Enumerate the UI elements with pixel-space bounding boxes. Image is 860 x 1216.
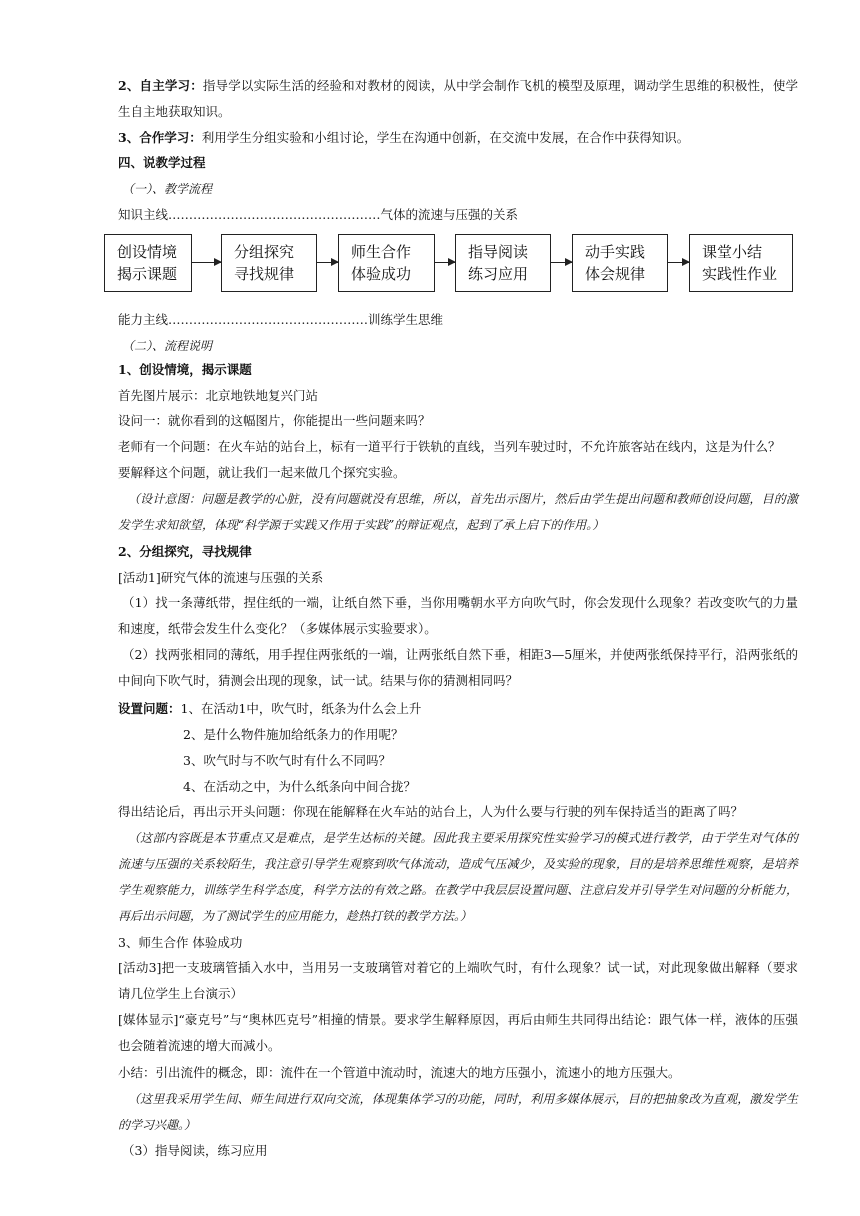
activity-3-text: [活动3]把一支玻璃管插入水中，当用另一支玻璃管对着它的上端吹气时，有什么现象？试一试，对此现象做出解释（要求请几位学生上台演示） bbox=[118, 960, 798, 1001]
media-display-text: [媒体显示]“豪克号”与“奥林匹克号”相撞的情景。要求学生解释原因，再后由师生共同得出结论：跟气体一样，液体的压强也会随着流速的增大而减小。 bbox=[118, 1012, 798, 1053]
label-self-study: 2、自主学习： bbox=[118, 78, 203, 93]
heading-teaching-flow: （一）、教学流程 bbox=[122, 182, 213, 196]
ability-main-line: 能力主线…………………………………………训练学生思维 bbox=[118, 312, 444, 327]
section-1-text-d: 要解释这个问题，就让我们一起来做几个探究实验。 bbox=[118, 465, 406, 480]
section-1-text-c: 老师有一个问题：在火车站的站台上，标有一道平行于铁轨的直线，当列车驶过时，不允许旅客站在线内，这是为什么？ bbox=[118, 439, 781, 454]
flow-arrow-3 bbox=[435, 262, 455, 263]
section-2-design-note: （这部内容既是本节重点又是难点，是学生达标的关键。因此我主要采用探究性实验学习的模式进行教学，由于学生对气体的流速与压强的关系较陌生，我注意引导学生观察到吹气体流动，造成气压减少，及实验的现象，目的是培养思维性观察，是培养学生观察能力，训练学生科学态度，科学方法的有效之路。在教学中我层层设置问题、注意启发并引导学生对问题的分析能力，再后出示问题，为了测试学生的应用能力，趁热打铁的教学方法。） bbox=[118, 831, 798, 923]
section-1-design-note: （设计意图：问题是教学的心脏，没有问题就没有思维，所以，首先出示图片，然后由学生提出问题和教师创设问题，目的激发学生求知欲望，体现“科学源于实践又作用于实践”的辩证观点，起到了承上启下的作用。） bbox=[118, 492, 798, 532]
paragraph-self-study bbox=[118, 73, 798, 125]
flow-arrow-4 bbox=[551, 262, 572, 263]
heading-flow-explanation: （二）、流程说明 bbox=[122, 339, 213, 353]
section-3-title: 3、师生合作 体验成功 bbox=[118, 935, 243, 950]
section-1-text-a: 首先图片展示：北京地铁地复兴门站 bbox=[118, 388, 319, 403]
flow-box-1-line1: 创设情境 bbox=[117, 243, 178, 261]
section-3-summary: 小结：引出流件的概念，即：流件在一个管道中流动时，流速大的地方压强小，流速小的地方压强大。 bbox=[118, 1065, 681, 1080]
flow-box-4-line1: 指导阅读 bbox=[468, 243, 529, 261]
knowledge-main-line: 知识主线……………………………………………气体的流速与压强的关系 bbox=[118, 207, 519, 222]
flow-box-3 bbox=[338, 234, 435, 292]
section-2-conclusion: 得出结论后，再出示开头问题：你现在能解释在火车站的站台上，人为什么要与行驶的列车保持适当的距离了吗？ bbox=[118, 804, 744, 819]
question-4: 4、在活动之中，为什么纸条向中间合拢？ bbox=[183, 779, 416, 794]
section-2-title: 2、分组探究，寻找规律 bbox=[118, 544, 252, 559]
section-1-title: 1、创设情境，揭示课题 bbox=[118, 362, 252, 377]
flow-arrow-5 bbox=[668, 262, 689, 263]
question-list bbox=[118, 701, 798, 717]
flow-box-3-line1: 师生合作 bbox=[351, 243, 412, 261]
flow-box-2 bbox=[221, 234, 317, 292]
question-label: 设置问题： bbox=[118, 701, 181, 716]
flow-box-1 bbox=[104, 234, 192, 292]
section-1-text-b: 设问一：就你看到的这幅图片，你能提出一些问题来吗？ bbox=[118, 413, 431, 428]
flow-box-2-line2: 寻找规律 bbox=[234, 265, 295, 283]
question-1: 1、在活动1中，吹气时，纸条为什么会上升 bbox=[180, 701, 422, 716]
flow-arrow-1 bbox=[192, 262, 221, 263]
activity-1-step-2: （2）找两张相同的薄纸，用手捏住两张纸的一端，让两张纸自然下垂，相距3—5厘米，并使两张纸保持平行，沿两张纸的中间向下吹气时，猜测会出现的现象，试一试。结果与你的猜测相同吗？ bbox=[118, 647, 798, 688]
text-cooperative: 利用学生分组实验和小组讨论，学生在沟通中创新，在交流中发展，在合作中获得知识。 bbox=[201, 130, 690, 145]
flow-box-4 bbox=[455, 234, 551, 292]
flow-box-6 bbox=[689, 234, 793, 292]
section-4-title: （3）指导阅读，练习应用 bbox=[122, 1143, 268, 1158]
question-2: 2、是什么物件施加给纸条力的作用呢？ bbox=[183, 727, 404, 742]
flow-box-5-line2: 体会规律 bbox=[585, 265, 646, 283]
flow-box-3-line2: 体验成功 bbox=[351, 265, 412, 283]
flow-box-4-line2: 练习应用 bbox=[468, 265, 529, 283]
question-3: 3、吹气时与不吹气时有什么不同吗？ bbox=[183, 753, 391, 768]
activity-1-title: [活动1]研究气体的流速与压强的关系 bbox=[118, 570, 324, 585]
flow-box-6-line2: 实践性作业 bbox=[702, 265, 778, 283]
flow-arrow-2 bbox=[317, 262, 338, 263]
paragraph-cooperative bbox=[118, 130, 798, 146]
flow-box-1-line2: 揭示课题 bbox=[117, 265, 178, 283]
activity-1-step-1: （1）找一条薄纸带，捏住纸的一端，让纸自然下垂，当你用嘴朝水平方向吹气时，你会发现什么现象？若改变吹气的力量和速度，纸带会发生什么变化？（多媒体展示实验要求）。 bbox=[118, 595, 798, 636]
flow-box-5-line1: 动手实践 bbox=[585, 243, 646, 261]
label-cooperative: 3、合作学习： bbox=[118, 130, 202, 145]
flow-box-6-line1: 课堂小结 bbox=[702, 243, 763, 261]
flow-box-2-line1: 分组探究 bbox=[234, 243, 295, 261]
text-self-study: 指导学以实际生活的经验和对教材的阅读，从中学会制作飞机的模型及原理，调动学生思维的积极性，使学生自主地获取知识。 bbox=[118, 78, 798, 119]
heading-teaching-process: 四、说教学过程 bbox=[118, 155, 206, 170]
section-3-design-note: （这里我采用学生间、师生间进行双向交流，体现集体学习的功能，同时，利用多媒体展示，目的把抽象改为直观，激发学生的学习兴趣。） bbox=[118, 1092, 798, 1132]
flow-box-5 bbox=[572, 234, 668, 292]
